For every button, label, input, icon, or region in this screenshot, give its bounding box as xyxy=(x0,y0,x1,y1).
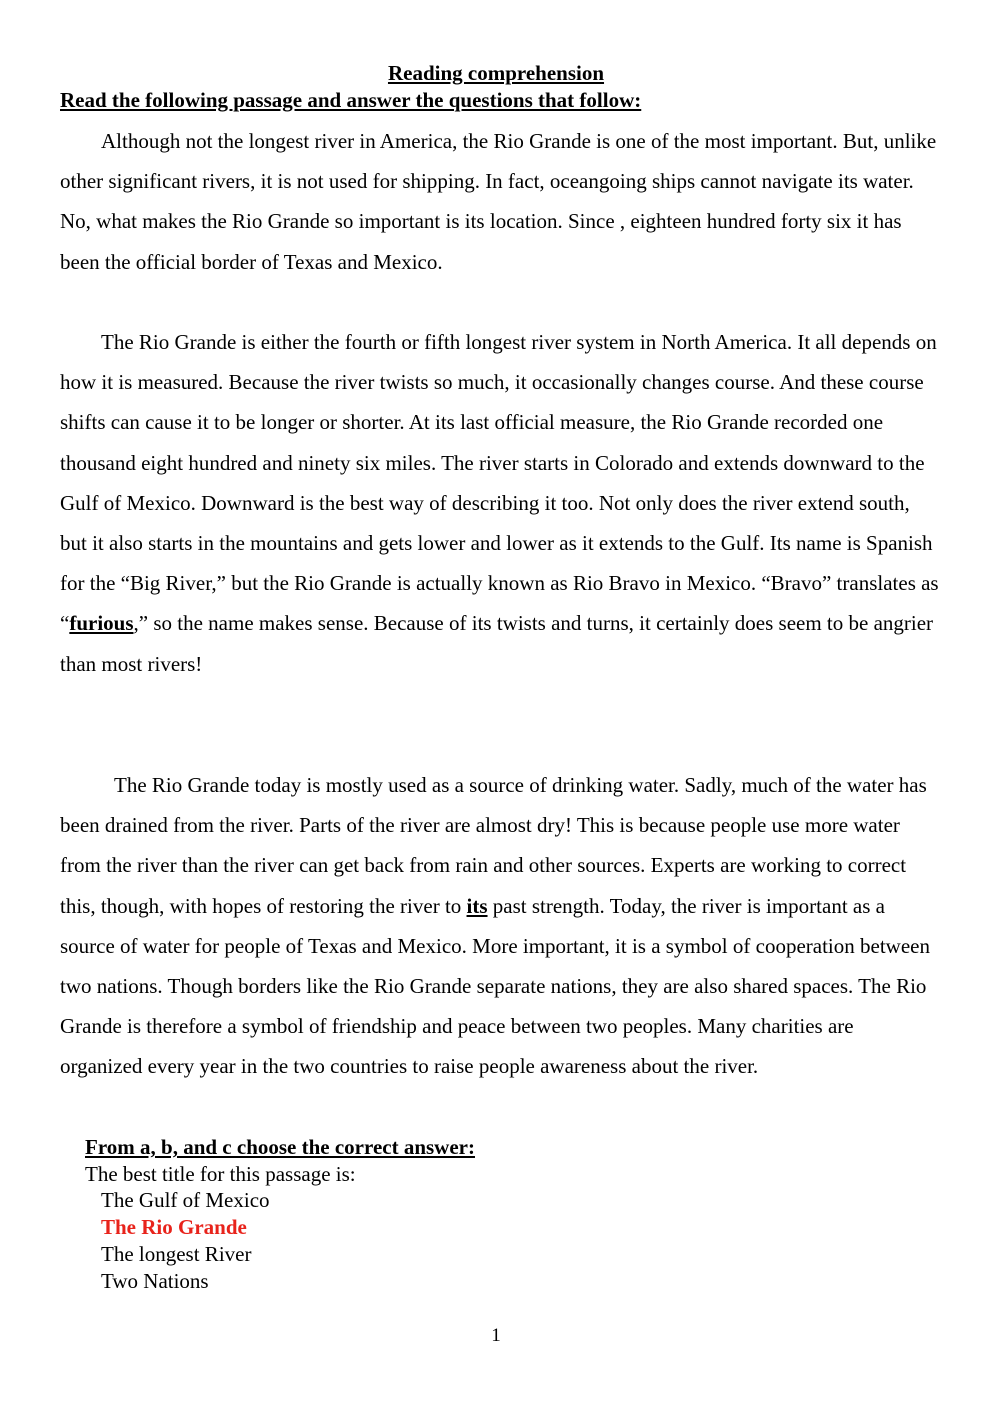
answer-option: Two Nations xyxy=(101,1268,209,1293)
highlighted-word-its: its xyxy=(466,893,488,918)
page-title: Reading comprehension xyxy=(387,61,605,85)
paragraph-2-text-after: ,” so the name makes sense. Because of its twists and turns, it certainly does seem to be angrier than most rivers! xyxy=(60,611,934,676)
answer-option: The longest River xyxy=(101,1241,252,1266)
highlighted-word-furious: furious xyxy=(69,611,134,636)
paragraph-3-text-after: past strength. Today, the river is important as a source of water for people of Texas and Mexico. More important, it is a symbol of cooperation between two nations. Though borders like the Rio Grande separate nations, they are also shared spaces. The Rio Grande is therefore a symbol of friendship and peace between two peoples. Many charities are organized every year in the two countries to raise people awareness about the river. xyxy=(60,893,930,1079)
answer-options xyxy=(85,1187,475,1294)
passage-paragraph-3 xyxy=(60,765,940,1087)
answer-option: The Gulf of Mexico xyxy=(101,1188,270,1213)
page-number: 1 xyxy=(491,1325,501,1346)
answer-option-correct: The Rio Grande xyxy=(101,1215,247,1240)
paragraph-3-text-before: The Rio Grande today is mostly used as a source of drinking water. Sadly, much of the water has been drained from the river. Parts of the river are almost dry! This is because people use more water from the river than the river can get back from rain and other sources. Experts are working to correct this, though, with hopes of restoring the river to xyxy=(60,773,927,918)
question-section xyxy=(85,1134,475,1294)
question-heading: From a, b, and c choose the correct answer: xyxy=(85,1135,475,1159)
paragraph-2-text-before: The Rio Grande is either the fourth or fifth longest river system in North America. It all depends on how it is measured. Because the river twists so much, it occasionally changes course. And these course shifts can cause it to be longer or shorter. At its last official measure, the Rio Grande recorded one thousand eight hundred and ninety six miles. The river starts in Colorado and extends downward to the Gulf of Mexico. Downward is the best way of describing it too. Not only does the river extend south, but it also starts in the mountains and gets lower and lower as it extends to the Gulf. Its name is Spanish for the “Big River,” but the Rio Grande is actually known as Rio Bravo in Mexico. “Bravo” translates as “ xyxy=(60,330,939,636)
instruction-heading: Read the following passage and answer the questions that follow: xyxy=(60,88,642,112)
passage-paragraph-1 xyxy=(60,121,940,282)
question-text: The best title for this passage is: xyxy=(85,1161,356,1186)
paragraph-1-text: Although not the longest river in America, the Rio Grande is one of the most important. But, unlike other significant rivers, it is not used for shipping. In fact, oceangoing ships cannot navigate its water. No, what makes the Rio Grande so important is its location. Since , eighteen hundred forty six it has been the official border of Texas and Mexico. xyxy=(60,129,937,274)
passage-paragraph-2 xyxy=(60,322,940,684)
